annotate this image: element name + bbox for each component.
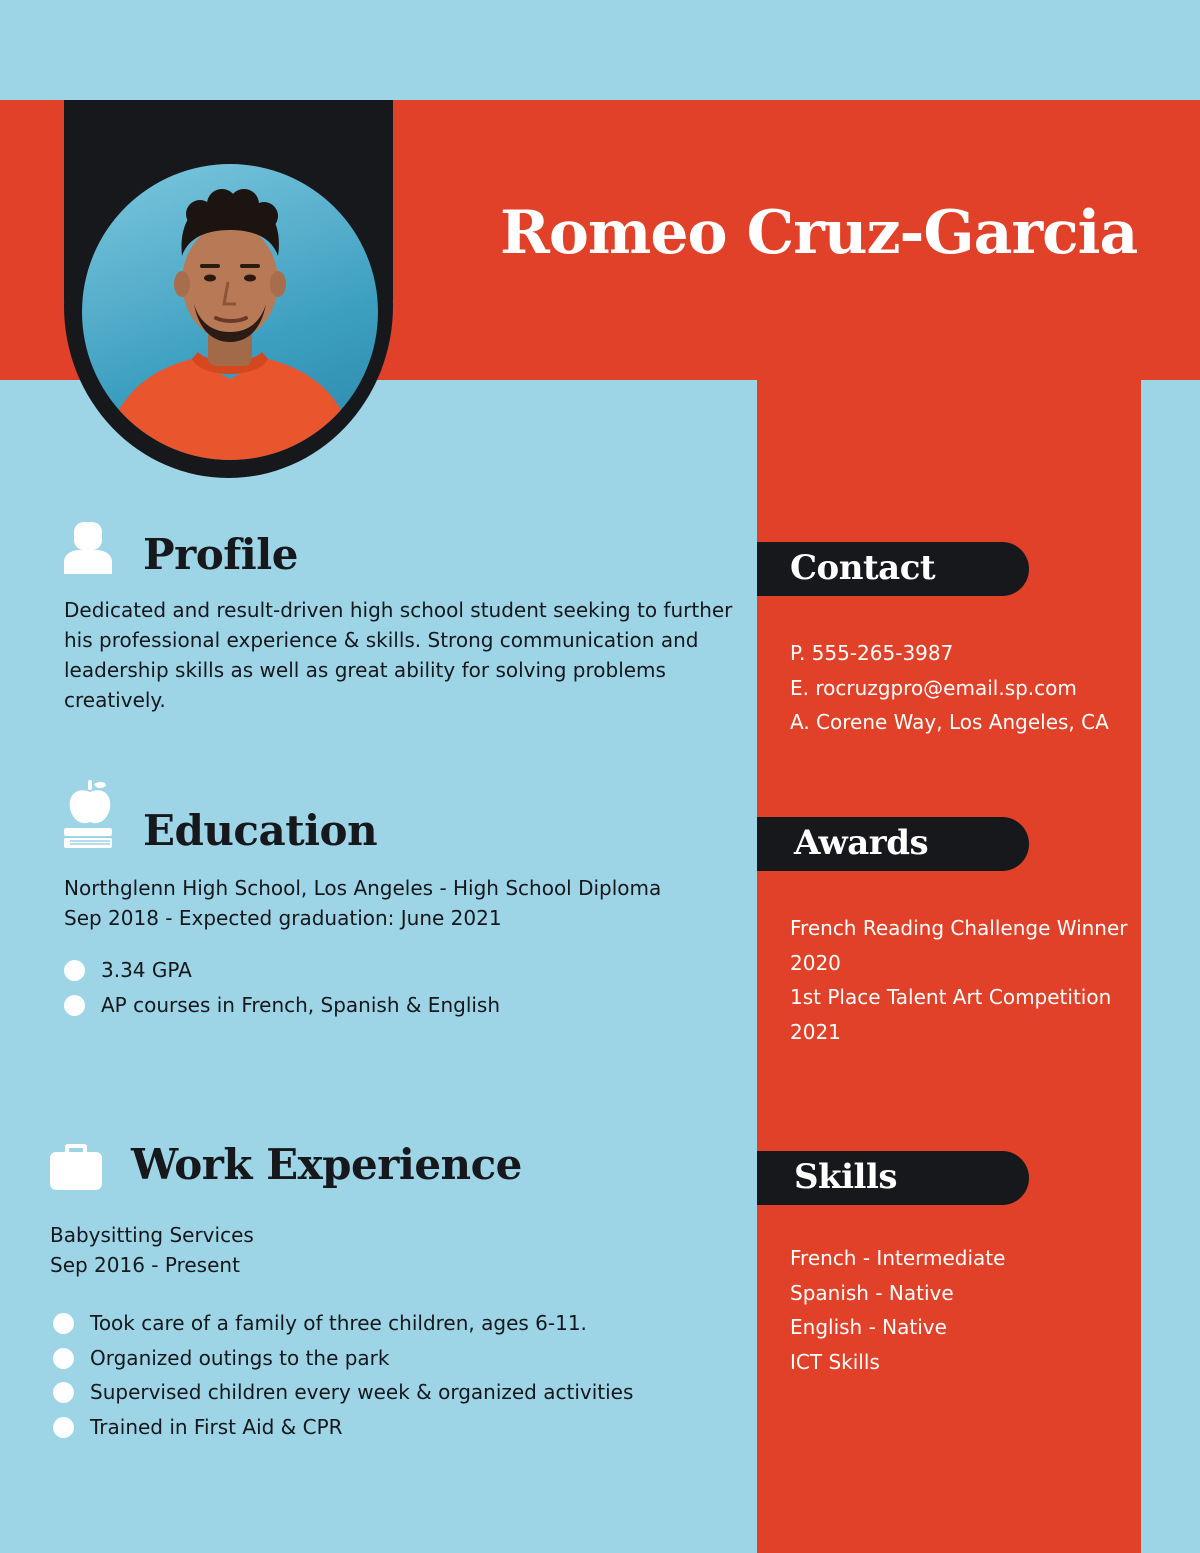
education-list	[64, 953, 500, 1022]
contact-list	[790, 636, 1109, 740]
work-details	[50, 1220, 730, 1280]
list-item	[64, 988, 500, 1023]
profile-line: leadership skills as well as great ability for solving problems creatively.	[64, 658, 666, 712]
awards-heading: Awards	[794, 823, 929, 863]
education-dates: Sep 2018 - Expected graduation: June 2021	[64, 906, 502, 930]
avatar	[82, 164, 378, 460]
award-item: French Reading Challenge Winner	[790, 916, 1128, 940]
award-item: 1st Place Talent Art Competition	[790, 985, 1112, 1009]
list-item	[53, 1410, 633, 1445]
profile-line: his professional experience & skills. Strong communication and	[64, 628, 699, 652]
awards-tab	[757, 817, 1029, 871]
circle-bullet-icon	[53, 1382, 74, 1403]
list-item-text: AP courses in French, Spanish & English	[101, 992, 501, 1017]
skill-item: Spanish - Native	[790, 1280, 954, 1305]
avatar-portrait	[82, 164, 378, 460]
list-item-text: Trained in First Aid & CPR	[90, 1414, 343, 1439]
contact-tab	[757, 542, 1029, 596]
skill-item: French - Intermediate	[790, 1246, 1006, 1270]
person-icon	[64, 522, 112, 578]
skills-heading: Skills	[794, 1157, 898, 1197]
profile-line: Dedicated and result-driven high school student seeking to further	[64, 598, 733, 622]
candidate-name: Romeo Cruz-Garcia	[500, 198, 1138, 268]
contact-address: A. Corene Way, Los Angeles, CA	[790, 710, 1109, 734]
work-list	[53, 1306, 633, 1444]
profile-heading: Profile	[143, 530, 298, 579]
profile-summary	[64, 595, 744, 715]
list-item-text: Took care of a family of three children, ages 6-11.	[90, 1311, 587, 1335]
work-heading: Work Experience	[131, 1140, 522, 1189]
awards-list	[790, 911, 1128, 1049]
education-heading: Education	[143, 806, 378, 855]
education-details	[64, 873, 744, 933]
circle-bullet-icon	[53, 1348, 74, 1369]
contact-phone: P. 555-265-3987	[790, 641, 954, 665]
list-item	[53, 1341, 633, 1376]
list-item-text: 3.34 GPA	[101, 958, 192, 982]
company-name: Babysitting Services	[50, 1223, 254, 1247]
contact-heading: Contact	[790, 548, 936, 588]
circle-bullet-icon	[64, 960, 85, 981]
skills-tab	[757, 1151, 1029, 1205]
contact-email: E. rocruzgpro@email.sp.com	[790, 675, 1077, 700]
apple-books-icon	[64, 780, 114, 854]
list-item-text: Supervised children every week & organized activities	[90, 1380, 634, 1404]
list-item	[64, 953, 500, 988]
skills-list	[790, 1241, 1005, 1379]
circle-bullet-icon	[53, 1313, 74, 1334]
list-item	[53, 1375, 633, 1410]
work-dates: Sep 2016 - Present	[50, 1253, 240, 1277]
school-name: Northglenn High School, Los Angeles - High School Diploma	[64, 876, 662, 900]
list-item	[53, 1306, 633, 1341]
briefcase-icon	[50, 1140, 102, 1196]
circle-bullet-icon	[64, 995, 85, 1016]
circle-bullet-icon	[53, 1417, 74, 1438]
skill-item: ICT Skills	[790, 1349, 880, 1374]
skill-item: English - Native	[790, 1315, 947, 1339]
award-year: 2021	[790, 1019, 841, 1044]
list-item-text: Organized outings to the park	[90, 1345, 390, 1370]
award-year: 2020	[790, 950, 841, 975]
